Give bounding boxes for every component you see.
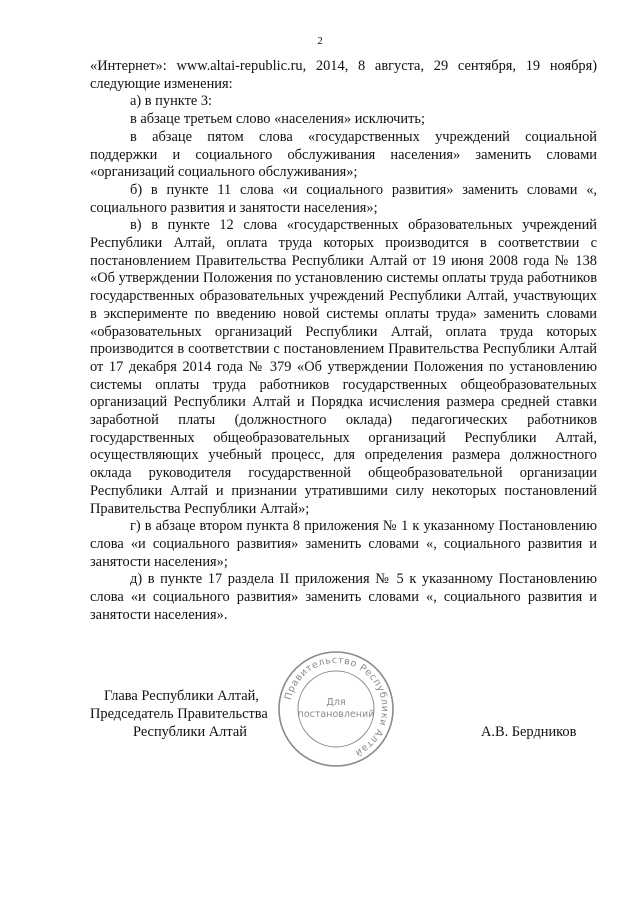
paragraph-item-b: б) в пункте 11 слова «и социального развития» заменить словами «, социального развития и занятости населения»; (90, 181, 597, 216)
page-number: 2 (317, 35, 323, 47)
paragraph-item-v: в) в пункте 12 слова «государственных образовательных учреждений Республики Алтай, оплата труда которых производится в соответствии с постановлением Правительства Республики Алтай от 19 июня 2008 года № 138 «Об утверждении Положения по установлению системы оплаты труда работников государственных образовательных учреждений Республики Алтай, участвующих в эксперименте по введению новой системы оплаты труда» заменить словами «образовательных организаций Республики Алтай, оплата труда которых производится в соответствии с постановлением Правительства Республики Алтай от 17 декабря 2014 года № 379 «Об утверждении Положения по установлению системы оплаты труда работников государственных общеобразовательных организаций Республики Алтай и Порядка исчисления размера средней ставки заработной платы (должностного оклада) педагогических работников государственных общеобразовательных организаций Республики Алтай, осуществляющих учебный процесс, для определения размера должностного оклада руководителя государственной общеобразовательной организации Республики Алтай и признании утратившими силу некоторых постановлений Правительства Республики Алтай»; (90, 217, 597, 517)
paragraph-item-g: г) в абзаце втором пункта 8 приложения № 1 к указанному Постановлению слова «и социального развития» заменить словами «, социального развития и занятости населения»; (90, 518, 597, 570)
official-seal (277, 650, 395, 768)
paragraph-intro: «Интернет»: www.altai-republic.ru, 2014, 8 августа, 29 сентября, 19 ноября) следующие изменения: (90, 58, 597, 92)
paragraph-item-d: д) в пункте 17 раздела II приложения № 5 к указанному Постановлению слова «и социального развития» заменить словами «, социального развития и занятости населения». (90, 571, 597, 623)
signatory-name: А.В. Бердников (481, 724, 577, 740)
paragraph-item-a: а) в пункте 3: (130, 93, 213, 110)
signature-title-line1: Глава Республики Алтай, (104, 688, 259, 704)
svg-text:Для: Для (326, 697, 346, 708)
signature-title-line3: Республики Алтай (133, 724, 247, 740)
paragraph-item-a-sub1: в абзаце третьем слово «населения» исключить; (130, 111, 425, 128)
svg-text:Правительство Республики Алтай: Правительство Республики Алтай (282, 654, 391, 759)
signature-title-line2: Председатель Правительства (90, 706, 268, 722)
paragraph-item-a-sub2: в абзаце пятом слова «государственных учреждений социальной поддержки и социального обслуживания населения» заменить словами «организаций социального обслуживания»; (90, 128, 597, 181)
svg-text:постановлений: постановлений (297, 709, 375, 720)
